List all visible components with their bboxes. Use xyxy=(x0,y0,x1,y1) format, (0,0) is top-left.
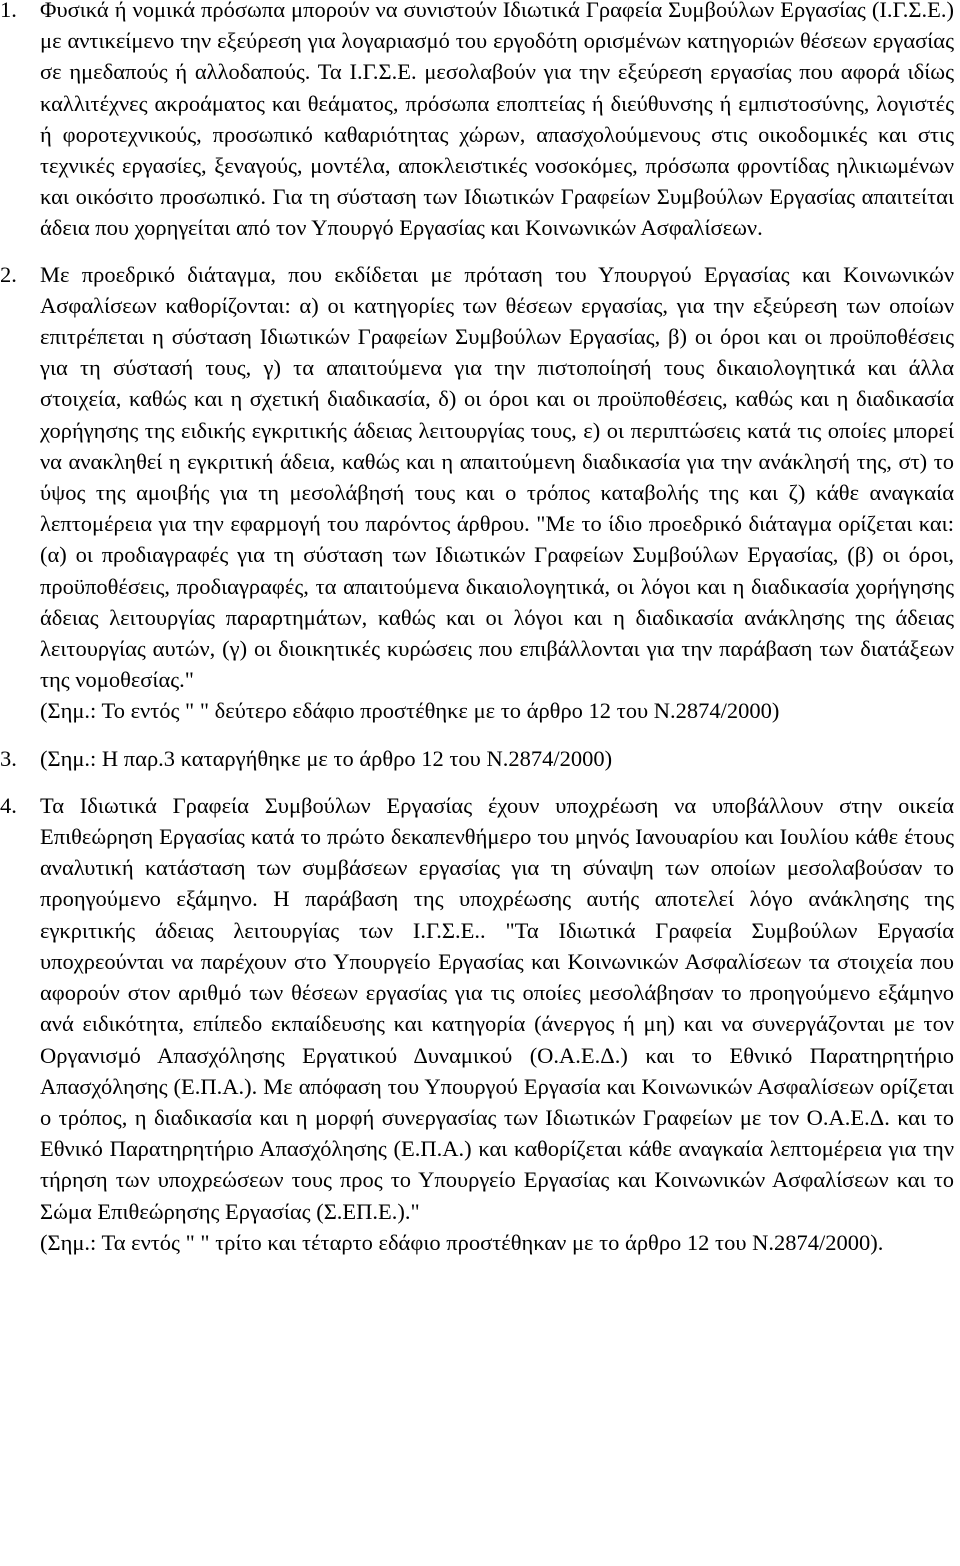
list-item xyxy=(0,259,954,727)
item-note: (Σημ.: Η παρ.3 καταργήθηκε με το άρθρο 12 του Ν.2874/2000) xyxy=(40,745,613,771)
list-item xyxy=(0,0,954,244)
item-number: 3. xyxy=(0,745,17,771)
item-paragraph: Τα Ιδιωτικά Γραφεία Συμβούλων Εργασίας έχουν υποχρέωση να υποβάλλουν στην οικεία Επιθεώρηση Εργασίας κατά το πρώτο δεκαπενθήμερο του μηνός Ιανουαρίου και Ιουλίου κάθε έτους αναλυτική κατάσταση των συμβάσεων εργασίας για τη σύναψη των οποίων μεσολαβούσαν το προηγούμενο εξάμηνο. Η παράβαση της υποχρέωσης αυτής αποτελεί λόγο ανάκλησης της εγκριτικής άδειας λειτουργίας των Ι.Γ.Σ.Ε.. "Τα Ιδιωτικά Γραφεία Συμβούλων Εργασία υποχρεούνται να παρέχουν στο Υπουργείο Εργασίας και Κοινωνικών Ασφαλίσεων τα στοιχεία που αφορούν στον αριθμό των θέσεων εργασίας για τις οποίες μεσολάβησαν το προηγούμενο εξάμηνο ανά ειδικότητα, επίπεδο εκπαίδευσης και κατηγορία (άνεργος ή μη) και να συνεργάζονται με τον Οργανισμό Απασχόλησης Εργατικού Δυναμικού (Ο.Α.Ε.Δ.) και το Εθνικό Παρατηρητήριο Απασχόλησης (Ε.Π.Α.). Με απόφαση του Υπουργού Εργασία και Κοινωνικών Ασφαλίσεων ορίζεται ο τρόπος, η διαδικασία και η μορφή συνεργασίας των Ιδιωτικών Γραφείων με τον Ο.Α.Ε.Δ. και το Εθνικό Παρατηρητήριο Απασχόλησης (Ε.Π.Α.) και καθορίζεται κάθε αναγκαία λεπτομέρεια για την τήρηση των υποχρεώσεων τους προς το Υπουργείο Εργασίας και Κοινωνικών Ασφαλίσεων και το Σώμα Επιθεώρησης Εργασίας (Σ.ΕΠ.Ε.)." xyxy=(40,792,954,1224)
item-number: 1. xyxy=(0,0,17,22)
item-number: 4. xyxy=(0,792,17,818)
item-note: (Σημ.: Το εντός " " δεύτερο εδάφιο προστέθηκε με το άρθρο 12 του Ν.2874/2000) xyxy=(40,698,780,724)
item-number: 2. xyxy=(0,261,17,287)
list-item xyxy=(0,790,954,1258)
item-paragraph: Με προεδρικό διάταγμα, που εκδίδεται με πρόταση του Υπουργού Εργασίας και Κοινωνικών Ασφαλίσεων καθορίζονται: α) οι κατηγορίες των θέσεων εργασίας, για την εξεύρεση των οποίων επιτρέπεται η σύσταση Ιδιωτικών Γραφείων Συμβούλων Εργασίας, β) οι όροι και οι προϋποθέσεις για τη σύστασή τους, γ) τα απαιτούμενα για την πιστοποίησή τους δικαιολογητικά και άλλα στοιχεία, καθώς και η σχετική διαδικασία, δ) οι όροι και οι προϋποθέσεις, καθώς και η διαδικασία χορήγησης της ειδικής εγκριτικής άδειας λειτουργίας τους, ε) οι περιπτώσεις κατά τις οποίες μπορεί να ανακληθεί η εγκριτική άδεια, καθώς και η απαιτούμενη διαδικασία για την ανάκλησή της, στ) το ύψος της αμοιβής για τη μεσολάβησή τους και ο τρόπος καταβολής της και ζ) κάθε αναγκαία λεπτομέρεια για την εφαρμογή του παρόντος άρθρου. "Με το ίδιο προεδρικό διάταγμα ορίζεται και: (α) οι προδιαγραφές για τη σύσταση των Ιδιωτικών Γραφείων Συμβούλων Εργασίας, (β) οι όροι, προϋποθέσεις, προδιαγραφές, τα απαιτούμενα δικαιολογητικά, οι λόγοι και η διαδικασία χορήγησης άδειας λειτουργίας παραρτημάτων, καθώς και οι λόγοι και η διαδικασία ανάκλησης της άδειας λειτουργίας αυτών, (γ) οι διοικητικές κυρώσεις που επιβάλλονται για την παράβαση των διατάξεων της νομοθεσίας." xyxy=(40,261,954,693)
item-paragraph: Φυσικά ή νομικά πρόσωπα μπορούν να συνιστούν Ιδιωτικά Γραφεία Συμβούλων Εργασίας (Ι.Γ.Σ.Ε.) με αντικείμενο την εξεύρεση για λογαριασμό του εργοδότη ορισμένων κατηγοριών θέσεων εργασίας σε ημεδαπούς ή αλλοδαπούς. Τα Ι.Γ.Σ.Ε. μεσολαβούν για την εξεύρεση εργασίας που αφορά ιδίως καλλιτέχνες ακροάματος και θεάματος, πρόσωπα εποπτείας ή διεύθυνσης ή εμπιστοσύνης, λογιστές ή φοροτεχνικούς, προσωπικό καθαριότητας χώρων, απασχολούμενους στις οικοδομικές και στις τεχνικές εργασίες, ξεναγούς, μοντέλα, αποκλειστικές νοσοκόμες, πρόσωπα φροντίδας ηλικιωμένων και οικόσιτο προσωπικό. Για τη σύσταση των Ιδιωτικών Γραφείων Συμβούλων Εργασίας απαιτείται άδεια που χορηγείται από τον Υπουργό Εργασίας και Κοινωνικών Ασφαλίσεων. xyxy=(40,0,954,241)
item-note: (Σημ.: Τα εντός " " τρίτο και τέταρτο εδάφιο προστέθηκαν με το άρθρο 12 του Ν.2874/2000). xyxy=(40,1229,884,1255)
list-item xyxy=(0,743,954,774)
